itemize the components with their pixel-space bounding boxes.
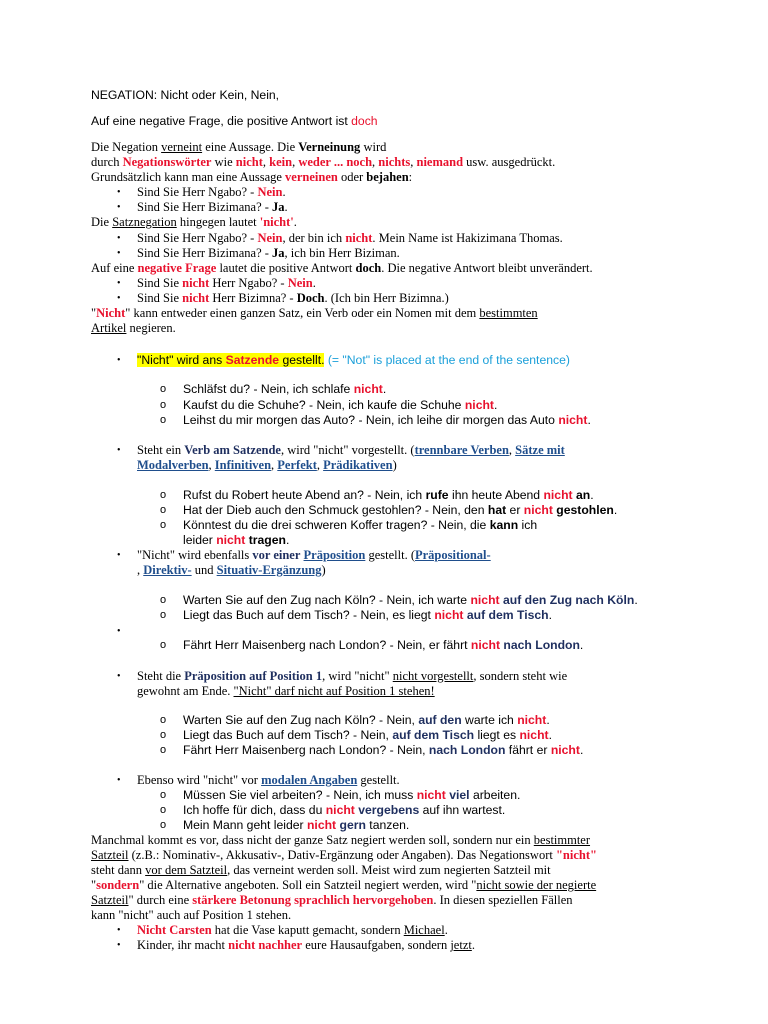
circle-bullet-icon: o	[160, 383, 167, 395]
outro-line-5: Satzteil" durch eine stärkere Betonung sprachlich hervorgehoben. In diesen speziellen Fällen	[91, 893, 573, 907]
circle-bullet-icon: o	[160, 504, 167, 516]
intro-line-2: durch Negationswörter wie nicht, kein, weder ... noch, nichts, niemand usw. ausgedrückt.	[91, 155, 556, 169]
bullet-icon: •	[117, 248, 121, 259]
circle-bullet-icon: o	[160, 744, 167, 756]
bullet-icon: •	[117, 202, 121, 213]
example-item: Rufst du Robert heute Abend an? - Nein, ich rufe ihn heute Abend nicht an.	[183, 488, 594, 502]
bullet-icon: •	[117, 626, 121, 637]
example-item-cont: leider nicht tragen.	[183, 533, 290, 547]
circle-bullet-icon: o	[160, 594, 167, 606]
rule-praeposition: "Nicht" wird ebenfalls vor einer Präposition gestellt. (Präpositional-	[137, 548, 491, 562]
bullet-icon: •	[117, 775, 121, 786]
list-item: Sind Sie Herr Ngabo? - Nein.	[137, 185, 286, 199]
bullet-icon: •	[117, 671, 121, 682]
bullet-icon: •	[117, 233, 121, 244]
example-item: Ich hoffe für dich, dass du nicht vergebens auf ihn wartest.	[183, 803, 506, 817]
link-trennbare-verben[interactable]: trennbare Verben	[414, 443, 509, 457]
outro-line-4: "sondern" die Alternative angeboten. Soll ein Satzteil negiert werden, wird "nicht sowie der negierte	[91, 878, 597, 892]
example-item: Kaufst du die Schuhe? - Nein, ich kaufe die Schuhe nicht.	[183, 398, 498, 412]
list-item: Sind Sie nicht Herr Bizimna? - Doch. (Ich bin Herr Bizimna.)	[137, 291, 449, 305]
link-direktiv[interactable]: Direktiv-	[143, 563, 192, 577]
bullet-icon: •	[117, 355, 121, 366]
list-item: Sind Sie Herr Bizimana? - Ja.	[137, 200, 288, 214]
rule-modale-angaben: Ebenso wird "nicht" vor modalen Angaben gestellt.	[137, 773, 400, 787]
circle-bullet-icon: o	[160, 609, 167, 621]
subtitle: Auf eine negative Frage, die positive Antwort ist doch	[91, 114, 378, 128]
bullet-icon: •	[117, 940, 121, 951]
list-item: Nicht Carsten hat die Vase kaputt gemacht, sondern Michael.	[137, 923, 448, 937]
outro-line-6: kann "nicht" auch auf Position 1 stehen.	[91, 908, 292, 922]
rule-position-1-cont: gewohnt am Ende. "Nicht" darf nicht auf Position 1 stehen!	[137, 684, 435, 698]
link-situativ-ergaenzung[interactable]: Situativ-Ergänzung	[216, 563, 322, 577]
intro-line-6: "Nicht" kann entweder einen ganzen Satz, ein Verb oder ein Nomen mit dem bestimmten	[91, 306, 538, 320]
example-item: Warten Sie auf den Zug nach Köln? - Nein, auf den warte ich nicht.	[183, 713, 550, 727]
example-item: Fährt Herr Maisenberg nach London? - Nein, nach London fährt er nicht.	[183, 743, 584, 757]
link-praedikativen[interactable]: Prädikativen	[323, 458, 393, 472]
circle-bullet-icon: o	[160, 414, 167, 426]
circle-bullet-icon: o	[160, 789, 167, 801]
example-item: Mein Mann geht leider nicht gern tanzen.	[183, 818, 410, 832]
link-perfekt[interactable]: Perfekt	[277, 458, 317, 472]
example-item: Warten Sie auf den Zug nach Köln? - Nein, ich warte nicht auf den Zug nach Köln.	[183, 593, 638, 607]
link-infinitiven[interactable]: Infinitiven	[214, 458, 272, 472]
example-item: Schläfst du? - Nein, ich schlafe nicht.	[183, 382, 387, 396]
intro-line-1: Die Negation verneint eine Aussage. Die Verneinung wird	[91, 140, 387, 154]
bullet-icon: •	[117, 187, 121, 198]
circle-bullet-icon: o	[160, 819, 167, 831]
intro-line-3: Grundsätzlich kann man eine Aussage verneinen oder bejahen:	[91, 170, 413, 184]
circle-bullet-icon: o	[160, 639, 167, 651]
link-saetze-mit[interactable]: Sätze mit	[515, 443, 565, 457]
list-item: Kinder, ihr macht nicht nachher eure Hausaufgaben, sondern jetzt.	[137, 938, 475, 952]
list-item: Sind Sie Herr Bizimana? - Ja, ich bin Herr Biziman.	[137, 246, 400, 260]
bullet-icon: •	[117, 445, 121, 456]
rule-satzende: "Nicht" wird ans Satzende gestellt. (= "Not" is placed at the end of the sentence)	[137, 353, 570, 367]
example-item: Hat der Dieb auch den Schmuck gestohlen? - Nein, den hat er nicht gestohlen.	[183, 503, 618, 517]
circle-bullet-icon: o	[160, 489, 167, 501]
bullet-icon: •	[117, 550, 121, 561]
circle-bullet-icon: o	[160, 714, 167, 726]
page-title: NEGATION: Nicht oder Kein, Nein,	[91, 88, 280, 102]
list-item: Sind Sie nicht Herr Ngabo? - Nein.	[137, 276, 316, 290]
example-item: Liegt das Buch auf dem Tisch? - Nein, auf dem Tisch liegt es nicht.	[183, 728, 552, 742]
intro-line-4: Die Satznegation hingegen lautet 'nicht'.	[91, 215, 297, 229]
outro-line-2: Satzteil (z.B.: Nominativ-, Akkusativ-, Dativ-Ergänzung oder Angaben). Das Negationswort "nicht"	[91, 848, 597, 862]
example-item: Leihst du mir morgen das Auto? - Nein, ich leihe dir morgen das Auto nicht.	[183, 413, 591, 427]
rule-position-1: Steht die Präposition auf Position 1, wird "nicht" nicht vorgestellt, sondern steht wie	[137, 669, 568, 683]
link-modalen-angaben[interactable]: modalen Angaben	[261, 773, 358, 787]
list-item: Sind Sie Herr Ngabo? - Nein, der bin ich nicht. Mein Name ist Hakizimana Thomas.	[137, 231, 563, 245]
example-item: Könntest du die drei schweren Koffer tragen? - Nein, die kann ich	[183, 518, 538, 532]
rule-verb-satzende: Steht ein Verb am Satzende, wird "nicht" vorgestellt. (trennbare Verben, Sätze mit	[137, 443, 565, 457]
intro-line-7: Artikel negieren.	[91, 321, 176, 335]
link-praepositional[interactable]: Präpositional-	[415, 548, 491, 562]
bullet-icon: •	[117, 278, 121, 289]
link-modalverben[interactable]: Modalverben	[137, 458, 209, 472]
example-item: Liegt das Buch auf dem Tisch? - Nein, es liegt nicht auf dem Tisch.	[183, 608, 552, 622]
circle-bullet-icon: o	[160, 519, 167, 531]
outro-line-1: Manchmal kommt es vor, dass nicht der ganze Satz negiert werden soll, sondern nur ein bestimmter	[91, 833, 591, 847]
example-item: Fährt Herr Maisenberg nach London? - Nein, er fährt nicht nach London.	[183, 638, 584, 652]
example-item: Müssen Sie viel arbeiten? - Nein, ich muss nicht viel arbeiten.	[183, 788, 521, 802]
bullet-icon: •	[117, 925, 121, 936]
rule-praeposition-cont: , Direktiv- und Situativ-Ergänzung)	[137, 563, 326, 577]
bullet-icon: •	[117, 293, 121, 304]
outro-line-3: steht dann vor dem Satzteil, das verneint werden soll. Meist wird zum negierten Satzteil mit	[91, 863, 551, 877]
intro-line-5: Auf eine negative Frage lautet die positive Antwort doch. Die negative Antwort bleibt unverändert.	[91, 261, 593, 275]
circle-bullet-icon: o	[160, 399, 167, 411]
link-praeposition[interactable]: Präposition	[303, 548, 366, 562]
circle-bullet-icon: o	[160, 804, 167, 816]
circle-bullet-icon: o	[160, 729, 167, 741]
rule-verb-satzende-cont: Modalverben, Infinitiven, Perfekt, Prädikativen)	[137, 458, 397, 472]
